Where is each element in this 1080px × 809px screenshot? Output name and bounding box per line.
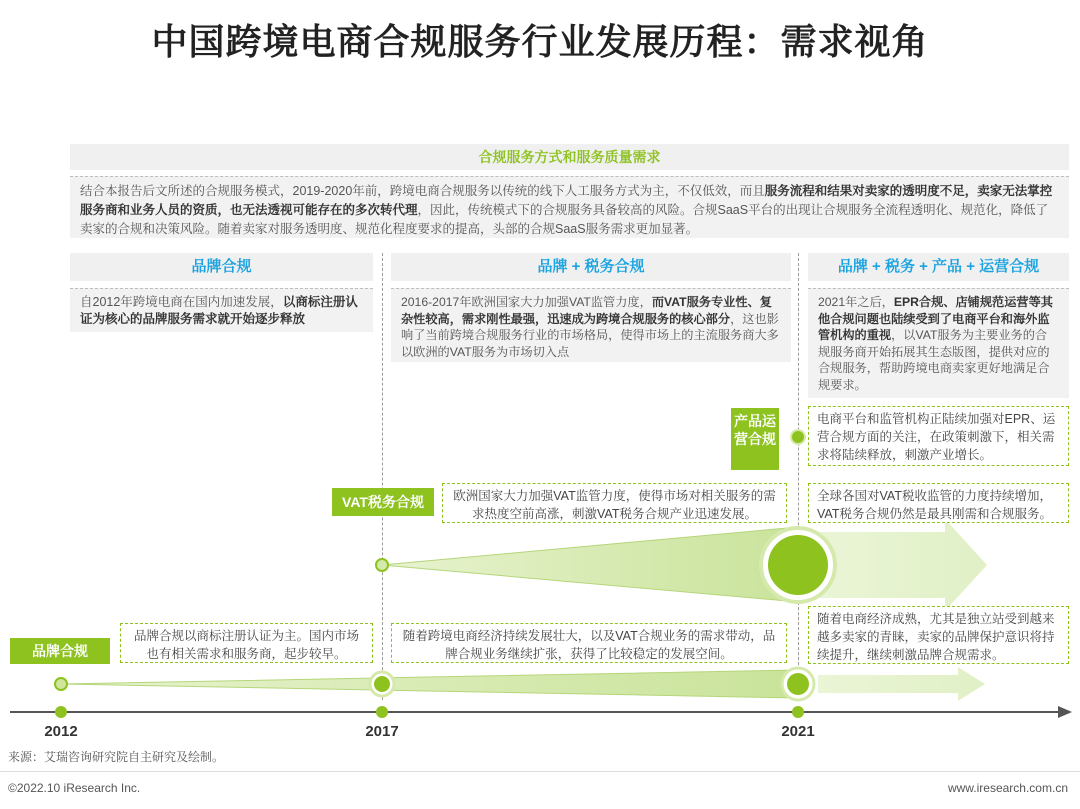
track-label-vat: VAT税务合规 — [332, 488, 434, 516]
phase-brand-text-a: 自2012年跨境电商在国内加速发展， — [80, 295, 283, 309]
note-brand-2012: 品牌合规以商标注册认证为主。国内市场也有相关需求和服务商，起步较早。 — [120, 623, 373, 663]
brand-marker-2021-core — [787, 673, 809, 695]
website-link[interactable]: www.iresearch.com.cn — [947, 781, 1068, 795]
top-para-part-c: ，因此，传统模式下的合规服务具备较高的风险。合规SaaS平台的出现让合规服务全流程透明化、规范化，降低了卖家的合规和决策风险。随着卖家对服务透明度、规范化程度要求的提高，头部的合规SaaS服务需求更加显著。 — [80, 203, 1049, 236]
phase-all-emphasis: EPR合规、店铺规范运营等其他合规问题也陆续受到了电商平台和海外监管机构的重视 — [818, 295, 1053, 342]
vat-track-arrow — [818, 519, 987, 611]
note-brand-2021: 随着电商经济成熟，尤其是独立站受到越来越多卖家的青睐，卖家的品牌保护意识将持续提升，继续刺激品牌合规需求。 — [808, 606, 1069, 664]
product-marker-2021 — [791, 430, 805, 444]
brand-marker-2012 — [55, 678, 67, 690]
footer-divider — [0, 771, 1080, 772]
vat-track-wedge — [382, 527, 798, 602]
phase-all-text-c: ，以VAT服务为主要业务的合规服务商开始拓展其生态版图，提供对应的合规服务，帮助跨境电商卖家更好地满足合规要求。 — [818, 328, 1050, 392]
phase-tax-text-c: ，这也影响了当前跨境合规服务行业的市场格局，使得市场上的主流服务商大多以欧洲的VAT服务为市场切入点 — [401, 311, 779, 359]
source-note: 来源：艾瑞咨询研究院自主研究及绘制。 — [8, 750, 225, 764]
copyright: ©2022.10 iResearch Inc. — [8, 781, 141, 795]
year-label-2012: 2012 — [44, 723, 78, 740]
top-section-header: 合规服务方式和服务质量需求 — [70, 144, 1069, 170]
phase-all-text-a: 2021年之后， — [818, 295, 894, 309]
brand-marker-2017-core — [374, 676, 390, 692]
year-label-2021: 2021 — [781, 723, 815, 740]
track-label-brand: 品牌合规 — [10, 638, 110, 664]
page-title: 中国跨境电商合规服务行业发展历程：需求视角 — [151, 21, 929, 62]
vat-marker-2017 — [376, 559, 388, 571]
year-dot-2012 — [55, 706, 67, 718]
note-brand-2017: 随着跨境电商经济持续发展壮大，以及VAT合规业务的需求带动，品牌合规业务继续扩张，获得了比较稳定的发展空间。 — [391, 623, 787, 663]
brand-track-wedge — [61, 670, 798, 698]
top-para-part-a: 结合本报告后文所述的合规服务模式，2019-2020年前，跨境电商合规服务以传统的线下人工服务方式为主，不仅低效，而且 — [80, 184, 765, 198]
year-label-2017: 2017 — [365, 723, 399, 740]
brand-track-arrow — [818, 667, 985, 701]
phase-tax-emphasis: 而VAT服务专业性、复杂性较高，需求刚性最强，迅速成为跨境合规服务的核心部分 — [401, 295, 772, 326]
vat-marker-2021-core — [768, 535, 828, 595]
top-para-emphasis: 服务流程和结果对卖家的透明度不足，卖家无法掌控服务商和业务人员的资质，也无法透视可能存在的多次转代理 — [80, 184, 1053, 217]
note-vat-2017: 欧洲国家大力加强VAT监管力度，使得市场对相关服务的需求热度空前高涨，刺激VAT税务合规产业迅速发展。 — [442, 483, 787, 523]
year-dot-2021 — [792, 706, 804, 718]
phase-brand-emphasis: 以商标注册认证为核心的品牌服务需求就开始逐步释放 — [80, 295, 358, 326]
note-product-2021: 电商平台和监管机构正陆续加强对EPR、运营合规方面的关注，在政策刺激下，相关需求将陆续释放，刺激产业增长。 — [808, 406, 1069, 466]
phase-tax-text-a: 2016-2017年欧洲国家大力加强VAT监管力度， — [401, 295, 652, 309]
timeline-axis-arrowhead — [1058, 706, 1072, 718]
phase-header-all: 品牌 + 税务 + 产品 + 运营合规 — [808, 253, 1069, 281]
phase-header-brand: 品牌合规 — [70, 253, 373, 281]
track-label-product: 产品运营合规 — [731, 408, 779, 470]
phase-header-brand-tax: 品牌 + 税务合规 — [391, 253, 791, 281]
year-dot-2017 — [376, 706, 388, 718]
note-vat-2021: 全球各国对VAT税收监管的力度持续增加，VAT税务合规仍然是最具刚需和合规服务。 — [808, 483, 1069, 523]
